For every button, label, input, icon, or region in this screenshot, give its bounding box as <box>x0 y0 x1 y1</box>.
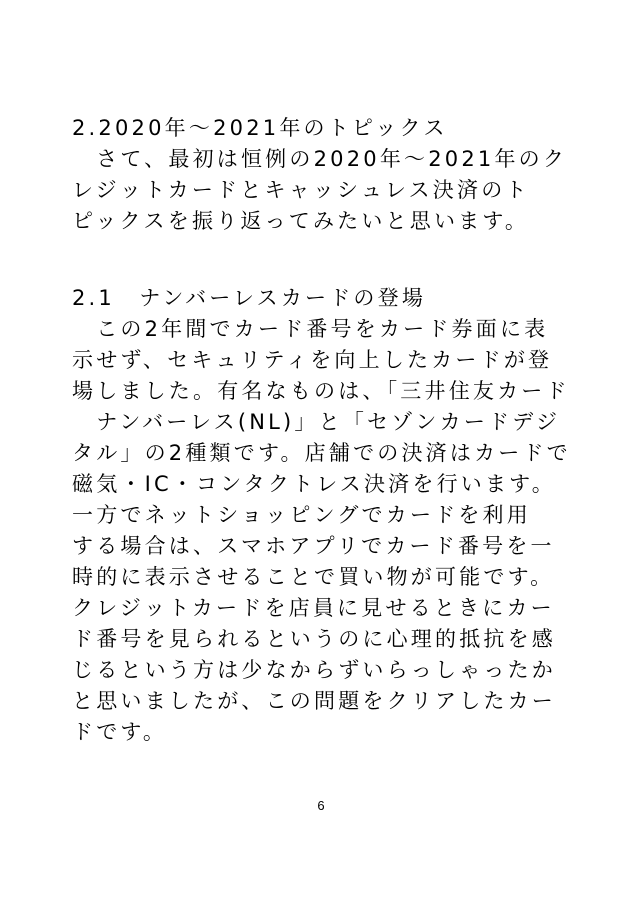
paragraph-line: この2年間でカード番号をカード券面に表 <box>72 317 549 341</box>
section-heading: 2.2020年～2021年のトピックス <box>72 116 448 140</box>
subsection-heading: 2.1 ナンバーレスカードの登場 <box>72 286 427 310</box>
paragraph-line: 一方でネットショッピングでカードを利用 <box>72 503 531 527</box>
paragraph-line: 磁気・IC・コンタクトレス決済を行います。 <box>72 472 556 496</box>
paragraph-line: さて、最初は恒例の2020年～2021年のク <box>72 147 568 171</box>
paragraph-line: レジットカードとキャッシュレス決済のト <box>72 178 530 202</box>
paragraph-line: 場しました。有名なものは、「三井住友カード <box>72 379 570 403</box>
paragraph-line: クレジットカードを店員に見せるときにカー <box>72 596 555 620</box>
paragraph-line: タル」の2種類です。店舗での決済はカードで <box>72 441 571 465</box>
paragraph-line: ドです。 <box>72 720 168 744</box>
paragraph-line: ド番号を見られるというのに心理的抵抗を感 <box>72 627 556 651</box>
paragraph-line: 示せず、セキュリティを向上したカードが登 <box>72 348 553 372</box>
section-spacer <box>72 237 572 283</box>
paragraph-line: じるという方は少なからずいらっしゃったか <box>72 658 556 682</box>
paragraph-line: ナンバーレス(NL)」と「セゾンカードデジ <box>72 410 561 434</box>
document-body <box>72 113 572 748</box>
page-number: 6 <box>317 798 325 813</box>
paragraph-line: 時的に表示させることで買い物が可能です。 <box>72 565 555 589</box>
paragraph-line: ピックスを振り返ってみたいと思います。 <box>72 209 530 233</box>
paragraph-line: と思いましたが、この問題をクリアしたカー <box>72 689 556 713</box>
paragraph-line: する場合は、スマホアプリでカード番号を一 <box>72 534 555 558</box>
